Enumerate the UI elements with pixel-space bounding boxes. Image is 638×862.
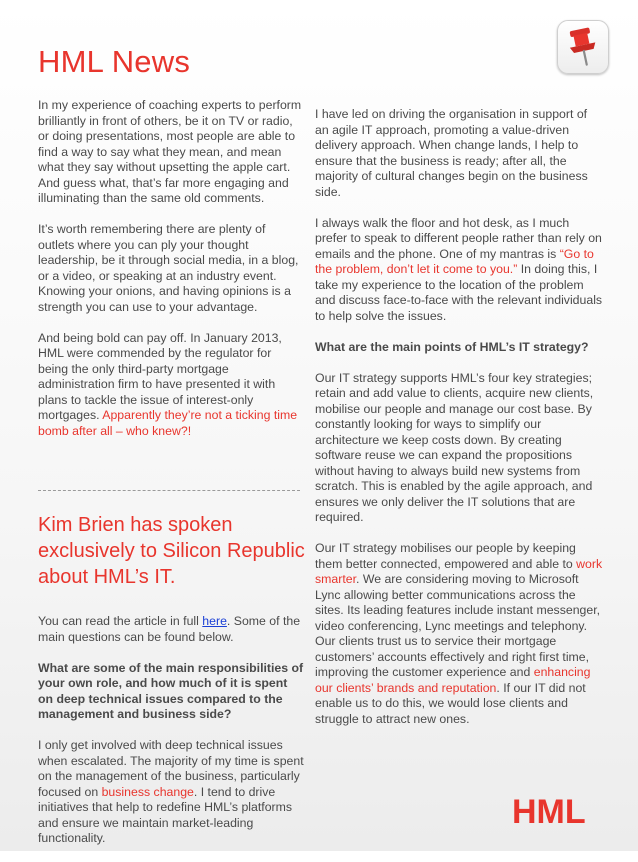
paragraph: Our IT strategy supports HML’s four key strategies; retain and add value to clients, acquire new clients, mobilise our people and manage our cost base. By constantly looking for ways to simplify our architecture we keep costs down. By creating software reuse we can expand the propositions without having to always build new systems from scratch. This is enabled by the agile approach, and ensures we only deliver the IT solutions that are required.: [315, 370, 594, 524]
paragraph-text-middle: . We are considering moving to Microsoft Lync allowing better communications across the sites. Its leading features include instant messenger, video conferencing, Lync meetings and telephony. Our clients trust us to service their mortgage customers’ accounts effectively and right first time, improving the customer experience and: [315, 572, 601, 679]
paragraph-text: And being bold can pay off. In January 2013, HML were commended by the regulator for being the only third-party mortgage administration firm to have presented it with plans to tackle the issue of interest-only mortgages.: [38, 330, 282, 422]
paragraph-text-end: . If our IT did not enable us to do this, we would lose clients and struggle to attract new ones.: [315, 680, 586, 726]
paragraph: It’s worth remembering there are plenty of outlets where you can ply your thought leadership, be it through social media, in a blog, or a video, or speaking at an industry event. Knowing your onions, and having opinions is a strength you can use to your advantage.: [38, 222, 299, 314]
answer-text: I only get involved with deep technical issues when escalated. The majority of my time is spent on the management of the business, particularly focused on: [38, 738, 304, 799]
answer-paragraph: [38, 738, 304, 847]
highlight-text: work smarter: [315, 556, 603, 586]
pin-button[interactable]: [557, 20, 609, 74]
paragraph: [315, 541, 603, 727]
paragraph: [38, 331, 304, 440]
feature-body: [38, 614, 304, 862]
page-title: HML News: [38, 44, 191, 79]
paragraph: I have led on driving the organisation in support of an agile IT approach, promoting a value-driven delivery approach. When change lands, I help to ensure that the business is ready; after all, the majority of cultural changes begin on the business side.: [315, 107, 588, 199]
question-heading: What are the main points of HML’s IT strategy?: [315, 339, 589, 354]
highlight-text: Apparently they’re not a ticking time bomb after all – who knew?!: [38, 408, 298, 438]
intro-paragraph: [38, 614, 304, 645]
right-column: [315, 107, 603, 743]
intro-text: You can read the article in full: [38, 614, 203, 628]
feature-heading: Kim Brien has spoken exclusively to Silicon Republic about HML’s IT.: [38, 514, 305, 588]
dashed-divider: [38, 490, 300, 491]
highlight-text: business change: [101, 784, 194, 799]
paragraph-text-end: In doing this, I take my experience to the location of the problem and discuss face-to-face with the relevant individuals to help solve the issues.: [315, 262, 603, 323]
paragraph-text: Our IT strategy mobilises our people by keeping them better connected, empowered and able to: [315, 541, 577, 571]
highlight-text: “Go to the problem, don’t let it come to you.”: [315, 246, 594, 276]
question-heading: What are some of the main responsibilities of your own role, and how much of it is spent on deep technical issues compared to the management and business side?: [38, 660, 304, 721]
highlight-text: enhancing our clients’ brands and reputation: [315, 665, 591, 695]
paragraph: [315, 216, 603, 325]
pushpin-icon: [558, 21, 608, 73]
paragraph-text: I always walk the floor and hot desk, as I much prefer to speak to different people rather than rely on emails and the phone. One of my mantras is: [315, 215, 602, 261]
article-link[interactable]: here: [202, 614, 227, 628]
left-column: [38, 98, 304, 455]
intro-text-end: . Some of the main questions can be found below.: [38, 614, 301, 644]
hml-logo: HML: [512, 793, 586, 831]
paragraph: In my experience of coaching experts to perform brilliantly in front of others, be it on TV or radio, or doing presentations, most people are able to find a way to say what they mean, and mean what they say without upsetting the apple cart. And guess what, that’s far more engaging and illuminating than the same old comments.: [38, 98, 302, 205]
answer-text-end: . I tend to drive initiatives that help to redefine HML’s platforms and ensure we maintain market-leading functionality.: [38, 784, 293, 845]
